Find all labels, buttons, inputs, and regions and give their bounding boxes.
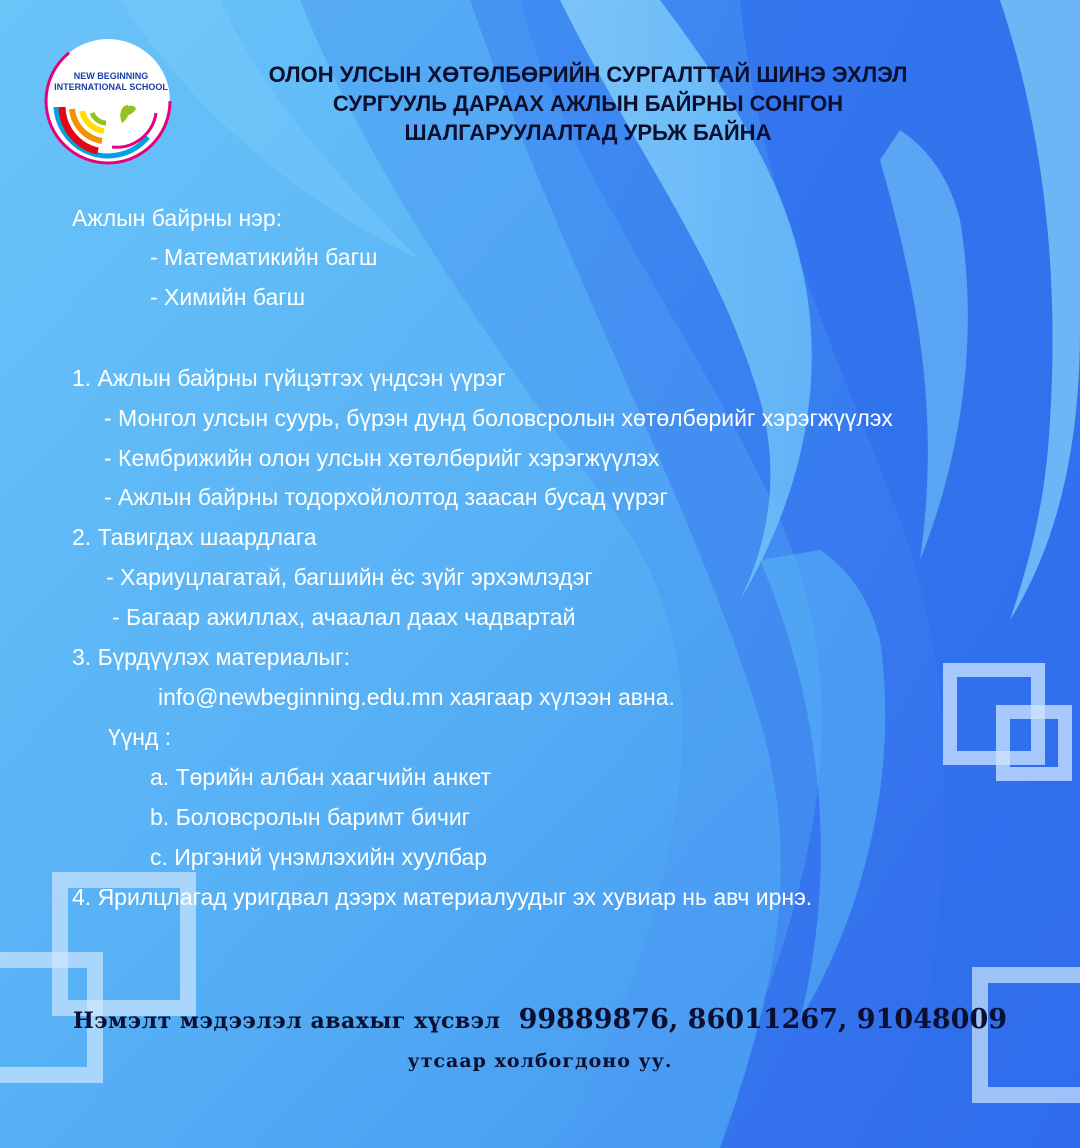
section-3-item: c. Иргэний үнэмлэхийн хуулбар bbox=[150, 844, 488, 870]
phone-numbers: 99889876, 86011267, 91048009 bbox=[518, 1004, 1008, 1035]
section-2-heading: 2. Тавигдах шаардлага bbox=[72, 524, 317, 550]
section-2-item: - Багаар ажиллах, ачаалал даах чадвартай bbox=[112, 604, 576, 630]
section-1-item: - Ажлын байрны тодорхойлолтод заасан бусад үүрэг bbox=[104, 484, 668, 510]
logo-line-1: NEW BEGINNING bbox=[73, 71, 149, 81]
page-title bbox=[218, 60, 958, 147]
position-item: - Математикийн багш bbox=[150, 244, 378, 270]
title-line-1: ОЛОН УЛСЫН ХӨТӨЛБӨРИЙН СУРГАЛТТАЙ ШИНЭ ЭХЛЭЛ bbox=[268, 62, 908, 87]
section-1-heading: 1. Ажлын байрны гүйцэтгэх үндсэн үүрэг bbox=[72, 365, 506, 391]
title-line-2: СУРГУУЛЬ ДАРААХ АЖЛЫН БАЙРНЫ СОНГОН bbox=[332, 91, 844, 116]
contact-line-2: утсаар холбогдоно уу. bbox=[407, 1050, 673, 1072]
section-3-item: a. Төрийн албан хаагчийн анкет bbox=[150, 764, 492, 790]
contact-line bbox=[0, 1004, 1080, 1035]
section-4-heading: 4. Ярилцлагад уригдвал дээрх материалуудыг эх хувиар нь авч ирнэ. bbox=[72, 884, 813, 910]
section-1-item: - Кембрижийн олон улсын хөтөлбөрийг хэрэгжүүлэх bbox=[104, 445, 660, 471]
positions-heading: Ажлын байрны нэр: bbox=[72, 205, 283, 231]
school-logo bbox=[38, 37, 178, 167]
section-2-item: - Хариуцлагатай, багшийн ёс зүйг эрхэмлэдэг bbox=[106, 564, 593, 590]
email-line: info@newbeginning.edu.mn хаягаар хүлээн авна. bbox=[158, 684, 675, 710]
contact-text: Нэмэлт мэдээлэл авахыг хүсвэл bbox=[72, 1008, 501, 1034]
title-line-3: ШАЛГАРУУЛАЛТАД УРЬЖ БАЙНА bbox=[404, 120, 772, 145]
section-3-heading: 3. Бүрдүүлэх материалыг: bbox=[72, 644, 350, 670]
section-3-item: b. Боловсролын баримт бичиг bbox=[150, 804, 471, 830]
logo-text bbox=[52, 71, 170, 93]
logo-emblem-icon bbox=[38, 37, 178, 167]
section-1-item: - Монгол улсын суурь, бүрэн дунд боловсролын хөтөлбөрийг хэрэгжүүлэх bbox=[104, 405, 893, 431]
logo-line-2: INTERNATIONAL SCHOOL bbox=[54, 82, 168, 92]
position-item: - Химийн багш bbox=[150, 284, 306, 310]
includes-label: Үүнд : bbox=[108, 724, 172, 750]
